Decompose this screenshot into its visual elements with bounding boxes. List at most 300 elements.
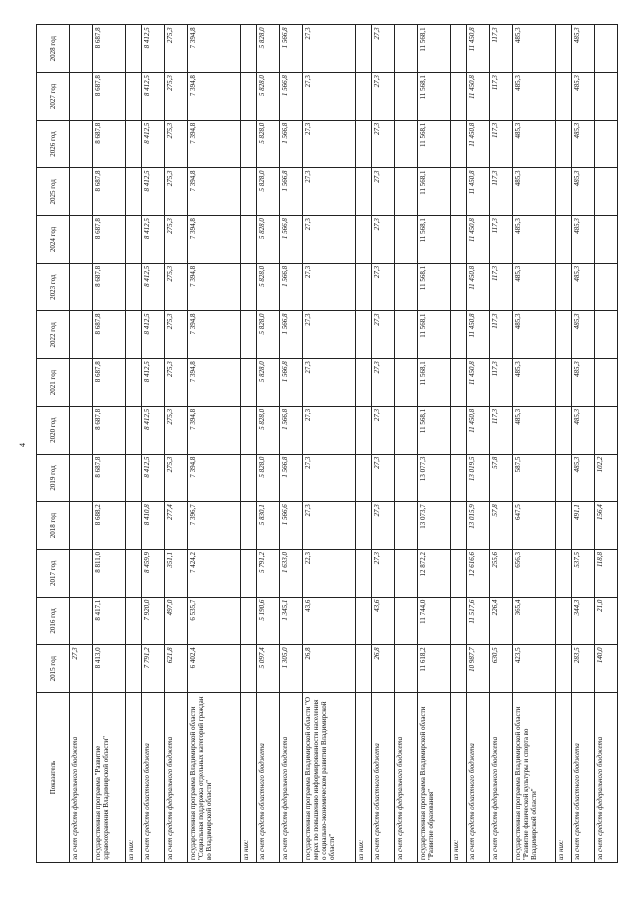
value-cell: 27,3: [303, 406, 356, 454]
table-row: [188, 25, 241, 863]
value-cell: [395, 406, 418, 454]
value-cell: 537,5: [572, 549, 595, 597]
row-label: за счет средств федерального бюджета: [395, 693, 418, 863]
value-cell: 485,3: [513, 359, 556, 407]
value-cell: 485,3: [513, 25, 556, 73]
value-cell: 117,3: [490, 406, 513, 454]
value-cell: 11 568,1: [418, 168, 451, 216]
value-cell: 275,3: [165, 359, 188, 407]
value-cell: [356, 359, 372, 407]
rotated-document-page: [18, 27, 618, 863]
row-label: за счет средств областного бюджета: [467, 693, 490, 863]
value-cell: [395, 168, 418, 216]
value-cell: 275,3: [165, 216, 188, 264]
table-row: [372, 25, 395, 863]
header-year: 2020 год: [37, 406, 70, 454]
value-cell: 13 015,9: [467, 502, 490, 550]
table-body: [70, 25, 618, 863]
value-cell: 117,3: [490, 216, 513, 264]
value-cell: 11 568,1: [418, 406, 451, 454]
value-cell: [356, 645, 372, 693]
value-cell: [70, 549, 93, 597]
table-row: [165, 25, 188, 863]
value-cell: 117,3: [490, 168, 513, 216]
value-cell: 5 828,0: [257, 25, 280, 73]
value-cell: [126, 406, 142, 454]
value-cell: [595, 120, 618, 168]
value-cell: 8 412,5: [142, 73, 165, 121]
table-row: [572, 25, 595, 863]
value-cell: 621,8: [165, 645, 188, 693]
value-cell: 27,3: [303, 263, 356, 311]
table-row: [70, 25, 93, 863]
value-cell: 275,3: [165, 25, 188, 73]
value-cell: 485,3: [572, 25, 595, 73]
value-cell: 7 394,8: [188, 168, 241, 216]
value-cell: [241, 120, 257, 168]
value-cell: 11 568,1: [418, 216, 451, 264]
value-cell: 7 394,8: [188, 406, 241, 454]
value-cell: 27,3: [303, 454, 356, 502]
value-cell: 7 394,8: [188, 311, 241, 359]
value-cell: 1 566,8: [280, 359, 303, 407]
value-cell: 26,8: [372, 645, 395, 693]
value-cell: 117,3: [490, 359, 513, 407]
value-cell: [126, 502, 142, 550]
row-label: за счет средств областного бюджета: [257, 693, 280, 863]
header-year: 2019 год: [37, 454, 70, 502]
header-year: 2023 год: [37, 263, 70, 311]
value-cell: 27,3: [372, 120, 395, 168]
value-cell: 485,3: [572, 406, 595, 454]
value-cell: [556, 406, 572, 454]
value-cell: 11 568,1: [418, 120, 451, 168]
value-cell: [241, 73, 257, 121]
value-cell: 8 413,0: [93, 645, 126, 693]
value-cell: [356, 168, 372, 216]
value-cell: 275,3: [165, 406, 188, 454]
table-row: [126, 25, 142, 863]
value-cell: 5 097,4: [257, 645, 280, 693]
table-row: [93, 25, 126, 863]
value-cell: 8 417,1: [93, 597, 126, 645]
value-cell: [70, 25, 93, 73]
value-cell: [395, 597, 418, 645]
value-cell: 485,3: [572, 73, 595, 121]
value-cell: [556, 502, 572, 550]
header-year: 2025 год: [37, 168, 70, 216]
value-cell: 255,6: [490, 549, 513, 597]
value-cell: 11 450,8: [467, 216, 490, 264]
row-label: за счет средств федерального бюджета: [490, 693, 513, 863]
row-label: за счет средств областного бюджета: [572, 693, 595, 863]
value-cell: 10 987,7: [467, 645, 490, 693]
value-cell: 27,3: [303, 168, 356, 216]
value-cell: [241, 549, 257, 597]
value-cell: 117,3: [490, 120, 513, 168]
value-cell: [70, 311, 93, 359]
value-cell: [556, 597, 572, 645]
value-cell: [451, 216, 467, 264]
value-cell: [395, 120, 418, 168]
value-cell: 27,3: [372, 359, 395, 407]
row-label: государственная программа Владимирской области "Социальная поддержка отдельных категорий граждан во Владимирской области": [188, 693, 241, 863]
value-cell: [241, 406, 257, 454]
value-cell: [241, 502, 257, 550]
value-cell: 26,8: [303, 645, 356, 693]
page-number: 4: [18, 443, 27, 447]
value-cell: 8 687,8: [93, 25, 126, 73]
value-cell: [451, 645, 467, 693]
row-label: государственная программа Владимирской области "О мерах по повышению информированности населения о социально-экономическом развитии Владимирской области": [303, 693, 356, 863]
value-cell: 485,3: [572, 311, 595, 359]
value-cell: [126, 645, 142, 693]
value-cell: 27,3: [372, 168, 395, 216]
value-cell: 118,8: [595, 549, 618, 597]
value-cell: [395, 645, 418, 693]
value-cell: [595, 25, 618, 73]
value-cell: 5 828,0: [257, 168, 280, 216]
value-cell: 6 535,7: [188, 597, 241, 645]
value-cell: 1 566,6: [280, 502, 303, 550]
value-cell: 27,3: [70, 645, 93, 693]
value-cell: [70, 454, 93, 502]
value-cell: 27,3: [372, 216, 395, 264]
value-cell: 27,3: [303, 216, 356, 264]
table-row: [356, 25, 372, 863]
value-cell: 485,3: [513, 406, 556, 454]
value-cell: 7 920,0: [142, 597, 165, 645]
value-cell: [70, 120, 93, 168]
value-cell: 1 566,8: [280, 216, 303, 264]
value-cell: 8 412,5: [142, 311, 165, 359]
value-cell: [126, 359, 142, 407]
value-cell: 11 618,2: [418, 645, 451, 693]
value-cell: [241, 263, 257, 311]
value-cell: 27,3: [303, 359, 356, 407]
value-cell: [395, 359, 418, 407]
value-cell: 7 424,2: [188, 549, 241, 597]
value-cell: 8 412,5: [142, 25, 165, 73]
value-cell: 8 412,5: [142, 359, 165, 407]
value-cell: 1 566,8: [280, 454, 303, 502]
value-cell: 275,3: [165, 311, 188, 359]
value-cell: [556, 454, 572, 502]
value-cell: 275,3: [165, 120, 188, 168]
value-cell: 11 517,6: [467, 597, 490, 645]
value-cell: [595, 168, 618, 216]
value-cell: 8 459,9: [142, 549, 165, 597]
value-cell: 5 828,0: [257, 263, 280, 311]
value-cell: 11 568,1: [418, 25, 451, 73]
value-cell: 11 568,1: [418, 311, 451, 359]
value-cell: [126, 120, 142, 168]
value-cell: [395, 25, 418, 73]
value-cell: [451, 406, 467, 454]
value-cell: 11 744,0: [418, 597, 451, 645]
value-cell: 1 633,0: [280, 549, 303, 597]
value-cell: [356, 25, 372, 73]
budget-table: [36, 24, 618, 863]
value-cell: 8 687,8: [93, 454, 126, 502]
value-cell: 11 450,8: [467, 263, 490, 311]
table-row: [257, 25, 280, 863]
value-cell: 13 077,3: [418, 454, 451, 502]
value-cell: 1 345,1: [280, 597, 303, 645]
value-cell: 8 412,5: [142, 454, 165, 502]
value-cell: [70, 73, 93, 121]
value-cell: 423,5: [513, 645, 556, 693]
value-cell: 283,5: [572, 645, 595, 693]
value-cell: 27,3: [372, 502, 395, 550]
value-cell: 1 305,0: [280, 645, 303, 693]
value-cell: 27,3: [303, 25, 356, 73]
value-cell: [241, 216, 257, 264]
header-row: [37, 25, 70, 863]
table-row: [556, 25, 572, 863]
value-cell: 13 073,7: [418, 502, 451, 550]
value-cell: [241, 25, 257, 73]
value-cell: 27,3: [372, 25, 395, 73]
value-cell: [241, 597, 257, 645]
value-cell: [356, 263, 372, 311]
value-cell: [356, 454, 372, 502]
value-cell: 7 791,2: [142, 645, 165, 693]
value-cell: 275,3: [165, 73, 188, 121]
value-cell: 22,3: [303, 549, 356, 597]
value-cell: [241, 454, 257, 502]
value-cell: [451, 359, 467, 407]
table-row: [241, 25, 257, 863]
value-cell: [356, 502, 372, 550]
value-cell: 11 568,1: [418, 263, 451, 311]
value-cell: 11 568,1: [418, 73, 451, 121]
value-cell: [595, 73, 618, 121]
value-cell: [556, 359, 572, 407]
value-cell: [556, 311, 572, 359]
value-cell: [241, 168, 257, 216]
value-cell: [451, 25, 467, 73]
value-cell: 102,2: [595, 454, 618, 502]
row-label: за счет средств федерального бюджета: [165, 693, 188, 863]
value-cell: 277,4: [165, 502, 188, 550]
value-cell: 13 019,5: [467, 454, 490, 502]
value-cell: [595, 216, 618, 264]
value-cell: 8 811,0: [93, 549, 126, 597]
value-cell: 117,3: [490, 25, 513, 73]
value-cell: 365,4: [513, 597, 556, 645]
value-cell: [395, 73, 418, 121]
value-cell: 43,6: [303, 597, 356, 645]
table-row: [142, 25, 165, 863]
value-cell: [70, 263, 93, 311]
table-row: [467, 25, 490, 863]
value-cell: 647,5: [513, 502, 556, 550]
value-cell: 7 394,8: [188, 263, 241, 311]
value-cell: 8 412,5: [142, 120, 165, 168]
value-cell: [126, 549, 142, 597]
value-cell: 8 412,5: [142, 406, 165, 454]
value-cell: [451, 120, 467, 168]
value-cell: 275,3: [165, 168, 188, 216]
value-cell: 5 828,0: [257, 73, 280, 121]
value-cell: 275,3: [165, 454, 188, 502]
value-cell: 630,5: [490, 645, 513, 693]
value-cell: [356, 549, 372, 597]
header-year: 2016 год: [37, 597, 70, 645]
row-label: из них:: [451, 693, 467, 863]
value-cell: 7 396,7: [188, 502, 241, 550]
value-cell: 8 687,8: [93, 359, 126, 407]
value-cell: 27,3: [303, 73, 356, 121]
value-cell: [356, 597, 372, 645]
value-cell: 8 412,5: [142, 168, 165, 216]
value-cell: 5 828,0: [257, 120, 280, 168]
value-cell: [395, 502, 418, 550]
value-cell: 27,3: [303, 311, 356, 359]
value-cell: 8 412,5: [142, 263, 165, 311]
value-cell: 57,8: [490, 502, 513, 550]
value-cell: [126, 454, 142, 502]
value-cell: [556, 263, 572, 311]
value-cell: 11 450,8: [467, 168, 490, 216]
value-cell: 7 394,8: [188, 359, 241, 407]
value-cell: [126, 263, 142, 311]
value-cell: 1 566,8: [280, 73, 303, 121]
header-year: 2021 год: [37, 359, 70, 407]
value-cell: [451, 454, 467, 502]
header-year: 2015 год: [37, 645, 70, 693]
value-cell: 27,3: [303, 502, 356, 550]
value-cell: 8 412,5: [142, 216, 165, 264]
value-cell: 351,1: [165, 549, 188, 597]
row-label: из них:: [126, 693, 142, 863]
value-cell: 5 830,1: [257, 502, 280, 550]
table-row: [395, 25, 418, 863]
value-cell: [451, 168, 467, 216]
value-cell: 5 828,0: [257, 406, 280, 454]
value-cell: 11 450,8: [467, 406, 490, 454]
header-year: 2022 год: [37, 311, 70, 359]
value-cell: [356, 73, 372, 121]
value-cell: 117,3: [490, 311, 513, 359]
value-cell: [556, 549, 572, 597]
value-cell: [70, 168, 93, 216]
value-cell: 485,3: [572, 263, 595, 311]
row-label: за счет средств федерального бюджета: [70, 693, 93, 863]
value-cell: [126, 216, 142, 264]
value-cell: 485,3: [513, 73, 556, 121]
value-cell: 27,3: [303, 120, 356, 168]
value-cell: 5 828,0: [257, 216, 280, 264]
value-cell: [556, 120, 572, 168]
value-cell: [395, 549, 418, 597]
table-row: [451, 25, 467, 863]
value-cell: 27,3: [372, 549, 395, 597]
value-cell: 7 394,8: [188, 454, 241, 502]
value-cell: 11 450,8: [467, 120, 490, 168]
value-cell: 485,3: [572, 120, 595, 168]
value-cell: 5 828,0: [257, 454, 280, 502]
value-cell: 57,8: [490, 454, 513, 502]
value-cell: 485,3: [513, 168, 556, 216]
header-year: 2017 год: [37, 549, 70, 597]
value-cell: 8 687,8: [93, 168, 126, 216]
value-cell: 5 828,0: [257, 311, 280, 359]
value-cell: [595, 263, 618, 311]
value-cell: [451, 502, 467, 550]
value-cell: 156,4: [595, 502, 618, 550]
value-cell: 43,6: [372, 597, 395, 645]
table-row: [490, 25, 513, 863]
value-cell: 5 828,0: [257, 359, 280, 407]
value-cell: 485,3: [572, 454, 595, 502]
value-cell: 8 687,8: [93, 73, 126, 121]
value-cell: 5 190,6: [257, 597, 280, 645]
value-cell: 485,3: [513, 216, 556, 264]
value-cell: 8 410,8: [142, 502, 165, 550]
value-cell: [70, 406, 93, 454]
value-cell: [70, 597, 93, 645]
value-cell: 7 394,8: [188, 25, 241, 73]
row-label: за счет средств областного бюджета: [372, 693, 395, 863]
value-cell: 587,5: [513, 454, 556, 502]
value-cell: 485,3: [513, 263, 556, 311]
value-cell: 1 566,8: [280, 311, 303, 359]
row-label: государственная программа "Развитие здравоохранения Владимирской области": [93, 693, 126, 863]
value-cell: 27,3: [372, 406, 395, 454]
value-cell: 11 568,1: [418, 359, 451, 407]
value-cell: 27,3: [372, 454, 395, 502]
value-cell: 8 687,8: [93, 263, 126, 311]
value-cell: [451, 311, 467, 359]
value-cell: [126, 311, 142, 359]
row-label: за счет средств областного бюджета: [142, 693, 165, 863]
value-cell: [595, 359, 618, 407]
value-cell: 275,3: [165, 263, 188, 311]
value-cell: [556, 25, 572, 73]
value-cell: 6 402,4: [188, 645, 241, 693]
value-cell: [556, 216, 572, 264]
value-cell: 7 394,8: [188, 120, 241, 168]
value-cell: 12 872,2: [418, 549, 451, 597]
value-cell: 8 687,8: [93, 406, 126, 454]
row-label: за счет средств федерального бюджета: [595, 693, 618, 863]
value-cell: 7 394,8: [188, 73, 241, 121]
value-cell: [126, 168, 142, 216]
header-year: 2018 год: [37, 502, 70, 550]
value-cell: [451, 73, 467, 121]
value-cell: [70, 359, 93, 407]
value-cell: [126, 597, 142, 645]
value-cell: 485,3: [513, 311, 556, 359]
value-cell: 11 450,8: [467, 73, 490, 121]
value-cell: [556, 73, 572, 121]
row-label: из них:: [356, 693, 372, 863]
value-cell: 8 687,8: [93, 311, 126, 359]
value-cell: [556, 645, 572, 693]
value-cell: 1 566,8: [280, 406, 303, 454]
value-cell: 1 566,8: [280, 25, 303, 73]
value-cell: [395, 311, 418, 359]
value-cell: [126, 73, 142, 121]
value-cell: 117,3: [490, 73, 513, 121]
value-cell: 27,3: [372, 73, 395, 121]
value-cell: 21,0: [595, 597, 618, 645]
header-indicator: Показатель: [37, 693, 70, 863]
value-cell: [241, 645, 257, 693]
value-cell: [70, 216, 93, 264]
